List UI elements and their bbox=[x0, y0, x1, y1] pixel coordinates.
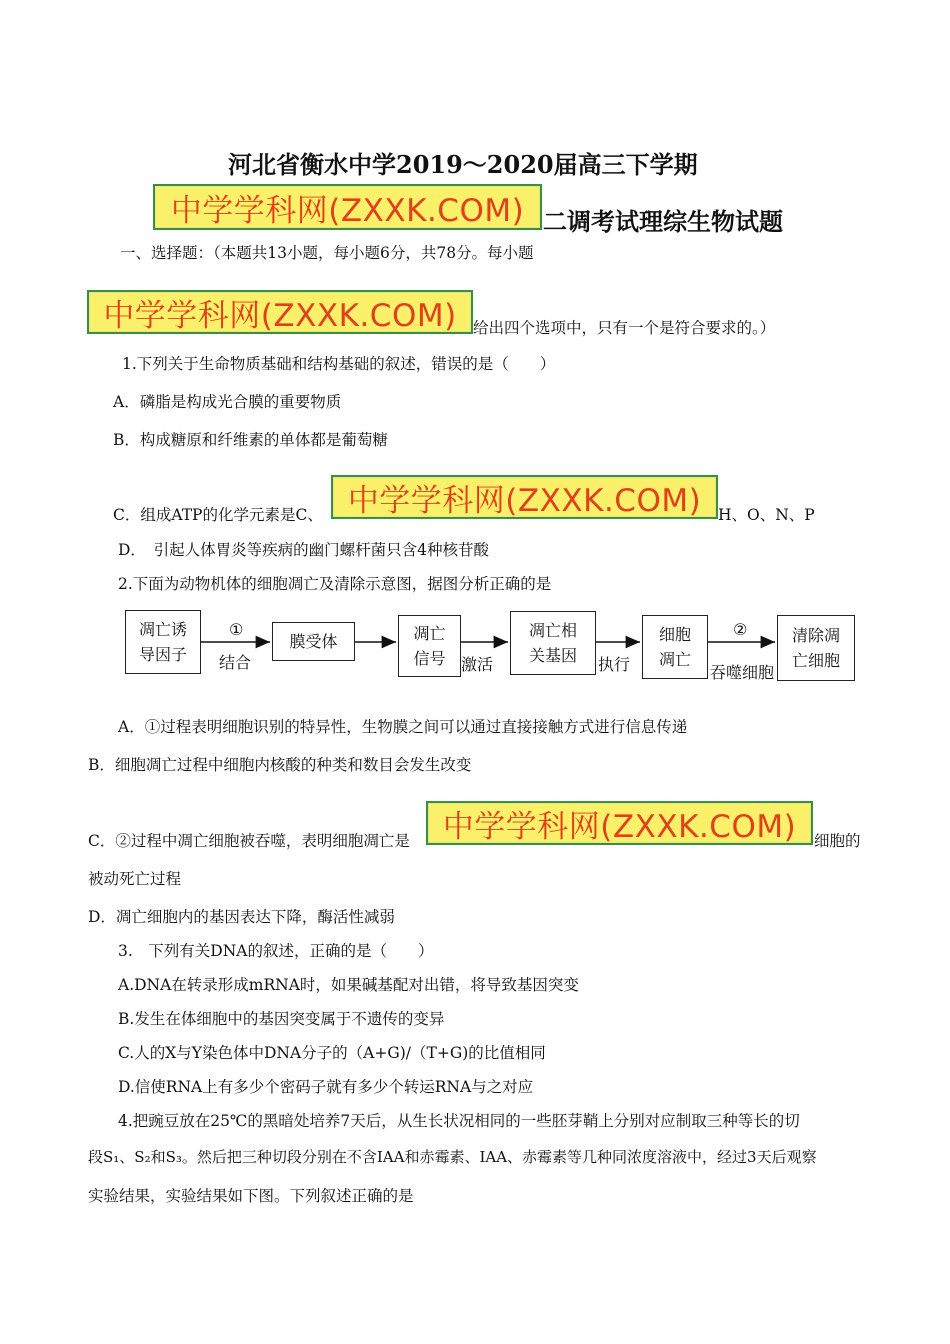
flow-step1-number: ① bbox=[229, 620, 244, 639]
q2-option-c-line2: 被动死亡过程 bbox=[88, 870, 182, 888]
q1-option-a: A．磷脂是构成光合膜的重要物质 bbox=[113, 393, 342, 411]
flow-box-cell-apoptosis: 细胞 凋亡 bbox=[642, 615, 708, 679]
q2-option-c: C．②过程中凋亡细胞被吞噬，表明细胞凋亡是 bbox=[88, 832, 410, 850]
q1-option-b: B．构成糖原和纤维素的单体都是葡萄糖 bbox=[113, 431, 388, 449]
q2-option-b: B．细胞凋亡过程中细胞内核酸的种类和数目会发生改变 bbox=[88, 756, 472, 774]
flow-box-apoptosis-inducer: 凋亡诱 导因子 bbox=[125, 610, 201, 674]
page-title-line2: 二调考试理综生物试题 bbox=[543, 207, 783, 236]
flow-step4-label: 执行 bbox=[598, 655, 631, 674]
flow-box-membrane-receptor: 膜受体 bbox=[272, 622, 355, 661]
flow-box-apoptosis-signal: 凋亡 信号 bbox=[398, 615, 461, 677]
q3-option-a: A.DNA在转录形成mRNA时，如果碱基配对出错，将导致基因突变 bbox=[118, 976, 579, 994]
watermark-logo: 中学学科网(ZXXK.COM) bbox=[153, 184, 542, 230]
q2-option-a: A．①过程表明细胞识别的特异性，生物膜之间可以通过直接接触方式进行信息传递 bbox=[118, 718, 688, 736]
q3-option-b: B.发生在体细胞中的基因突变属于不遗传的变异 bbox=[118, 1010, 445, 1028]
flow-step3-label: 激活 bbox=[461, 655, 494, 674]
q1-option-c-cont: H、O、N、P bbox=[718, 506, 815, 524]
flow-box-clear-apoptotic-cells: 清除凋 亡细胞 bbox=[777, 615, 855, 681]
q1-stem: 1.下列关于生命物质基础和结构基础的叙述，错误的是（ ） bbox=[122, 355, 556, 373]
flow-step5-number: ② bbox=[733, 620, 748, 639]
watermark-logo: 中学学科网(ZXXK.COM) bbox=[426, 801, 813, 845]
q2-option-c-cont: 细胞的 bbox=[814, 832, 861, 850]
watermark-logo: 中学学科网(ZXXK.COM) bbox=[87, 290, 473, 334]
q3-option-d: D.信使RNA上有多少个密码子就有多少个转运RNA与之对应 bbox=[118, 1078, 534, 1096]
page-title-line1: 河北省衡水中学2019～2020届高三下学期 bbox=[228, 150, 698, 179]
flow-step5-label: 吞噬细胞 bbox=[710, 663, 775, 682]
section-intro: 一、选择题：（本题共13小题，每小题6分，共78分。每小题 bbox=[120, 244, 534, 262]
q2-option-d: D．凋亡细胞内的基因表达下降，酶活性减弱 bbox=[88, 908, 395, 926]
section-intro-cont: 给出四个选项中，只有一个是符合要求的。） bbox=[473, 319, 776, 337]
q2-stem: 2.下面为动物机体的细胞凋亡及清除示意图，据图分析正确的是 bbox=[118, 575, 552, 593]
q1-option-c: C．组成ATP的化学元素是C、 bbox=[113, 506, 323, 524]
q4-stem-line2: 段S₁、S₂和S₃。然后把三种切段分别在不含IAA和赤霉素、IAA、赤霉素等几种同浓度溶液中，经过3天后观察 bbox=[88, 1148, 817, 1166]
watermark-logo: 中学学科网(ZXXK.COM) bbox=[331, 475, 718, 519]
q1-option-d: D． 引起人体胃炎等疾病的幽门螺杆菌只含4种核苷酸 bbox=[118, 541, 490, 559]
flow-step1-label: 结合 bbox=[219, 653, 252, 672]
q4-stem-line1: 4.把豌豆放在25℃的黑暗处培养7天后，从生长状况相同的一些胚芽鞘上分别对应制取三种等长的切 bbox=[118, 1112, 800, 1130]
q4-stem-line3: 实验结果，实验结果如下图。下列叙述正确的是 bbox=[88, 1187, 414, 1205]
q3-option-c: C.人的X与Y染色体中DNA分子的（A+G)/（T+G)的比值相同 bbox=[118, 1044, 546, 1062]
q3-stem: 3. 下列有关DNA的叙述，正确的是（ ） bbox=[118, 942, 434, 960]
flow-box-apoptosis-genes: 凋亡相 关基因 bbox=[510, 611, 596, 675]
